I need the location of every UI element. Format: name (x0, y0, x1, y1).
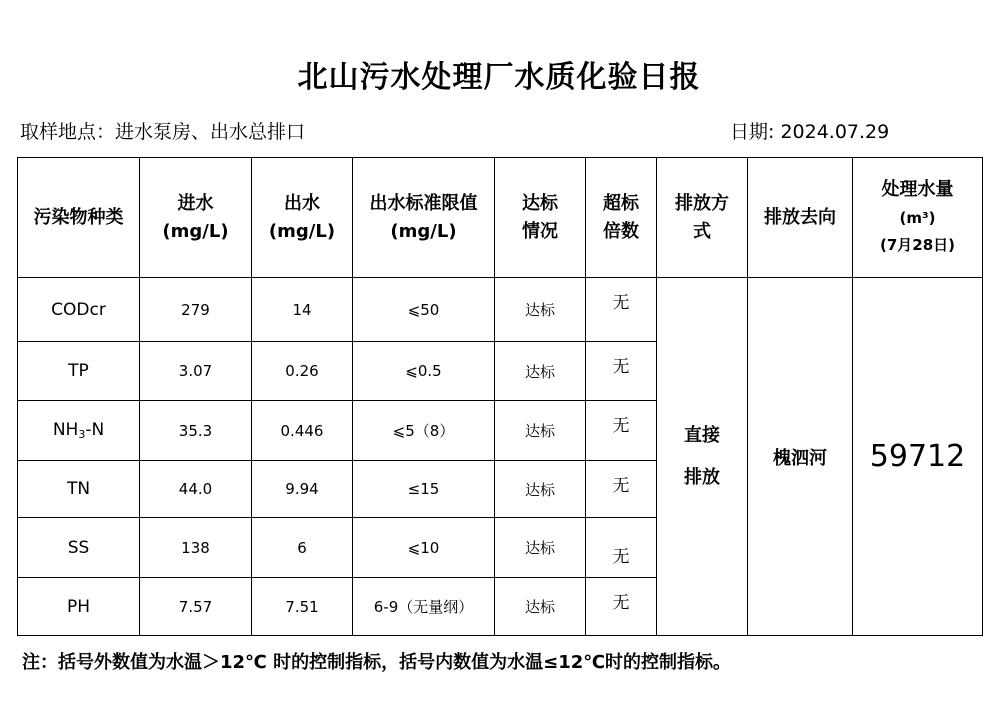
influent-value: 138 (140, 518, 252, 578)
standard-limit: 6-9（无量纲） (353, 578, 495, 636)
exceed-times: 无 (586, 578, 657, 636)
report-title: 北山污水处理厂水质化验日报 (297, 60, 701, 95)
compliance-status: 达标 (495, 401, 586, 461)
header-destination: 排放去向 (748, 158, 853, 278)
pollutant-name: NH3-N (18, 401, 140, 461)
standard-limit: ⩽50 (353, 278, 495, 342)
compliance-status: 达标 (495, 461, 586, 518)
influent-value: 35.3 (140, 401, 252, 461)
effluent-value: 0.26 (252, 342, 353, 401)
exceed-times: 无 (586, 401, 657, 461)
header-effluent: 出水 (mg/L) (252, 158, 353, 278)
effluent-value: 14 (252, 278, 353, 342)
header-pollutant: 污染物种类 (18, 158, 140, 278)
exceed-times: 无 (586, 278, 657, 342)
compliance-status: 达标 (495, 518, 586, 578)
table-row (18, 278, 983, 342)
header-standard: 出水标准限值 (mg/L) (353, 158, 495, 278)
pollutant-name: SS (18, 518, 140, 578)
discharge-method: 直接 排放 (657, 278, 748, 636)
pollutant-name: TN (18, 461, 140, 518)
exceed-times: 无 (586, 342, 657, 401)
effluent-value: 6 (252, 518, 353, 578)
pollutant-name: PH (18, 578, 140, 636)
pollutant-name: CODcr (18, 278, 140, 342)
effluent-value: 7.51 (252, 578, 353, 636)
header-compliance: 达标 情况 (495, 158, 586, 278)
standard-limit: ⩽10 (353, 518, 495, 578)
water-quality-table (17, 157, 983, 636)
influent-value: 7.57 (140, 578, 252, 636)
standard-limit: ⩽5（8） (353, 401, 495, 461)
compliance-status: 达标 (495, 578, 586, 636)
header-influent: 进水 (mg/L) (140, 158, 252, 278)
compliance-status: 达标 (495, 342, 586, 401)
standard-limit: ⩽0.5 (353, 342, 495, 401)
influent-value: 3.07 (140, 342, 252, 401)
pollutant-name: TP (18, 342, 140, 401)
compliance-status: 达标 (495, 278, 586, 342)
discharge-destination: 槐泗河 (748, 278, 853, 636)
report-date: 日期: 2024.07.29 (730, 121, 890, 143)
influent-value: 279 (140, 278, 252, 342)
header-exceed-times: 超标 倍数 (586, 158, 657, 278)
influent-value: 44.0 (140, 461, 252, 518)
exceed-times: 无 (586, 461, 657, 518)
exceed-times: 无 (586, 518, 657, 578)
effluent-value: 0.446 (252, 401, 353, 461)
standard-limit: ≤15 (353, 461, 495, 518)
footnote: 注：括号外数值为水温＞12℃ 时的控制指标，括号内数值为水温≤12℃时的控制指标。 (22, 652, 732, 673)
header-discharge-method: 排放方 式 (657, 158, 748, 278)
table-header-row (18, 158, 983, 278)
header-volume: 处理水量 (m³) (7月28日) (853, 158, 983, 278)
sampling-location: 取样地点：进水泵房、出水总排口 (20, 121, 306, 143)
effluent-value: 9.94 (252, 461, 353, 518)
treated-volume: 59712 (853, 278, 983, 636)
